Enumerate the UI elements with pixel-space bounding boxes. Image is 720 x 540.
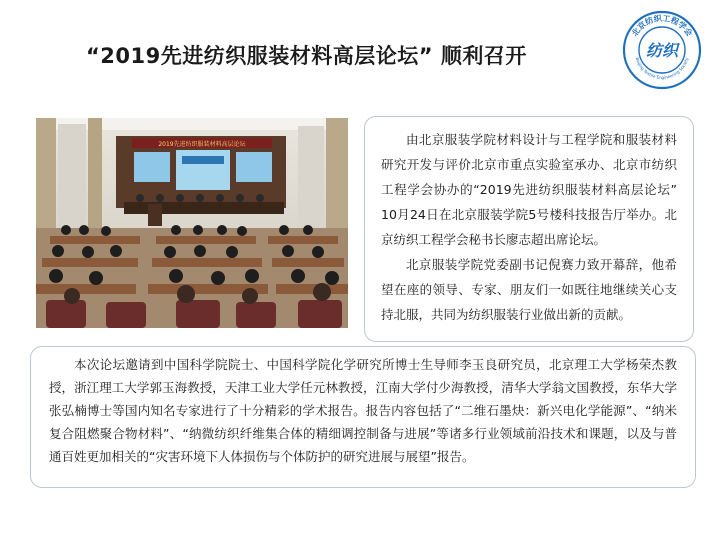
intro-textbox [364, 116, 694, 342]
svg-text:纺织: 纺织 [645, 41, 679, 60]
page-title: “2019先进纺织服装材料高层论坛” 顺利召开 [86, 44, 527, 68]
svg-text:北京纺织工程学会: 北京纺织工程学会 [630, 13, 694, 38]
stage-banner-text: 2019先进纺织服装材料高层论坛 [158, 141, 246, 148]
details-paragraph: 本次论坛邀请到中国科学院院士、中国科学院化学研究所博士生导师李玉良研究员，北京理工大学杨荣杰教授，浙江理工大学郭玉海教授，天津工业大学任元林教授，江南大学付少海教授，清华大学翁文国教授，东华大学张弘楠博士等国内知名专家进行了十分精彩的学术报告。报告内容包括了“二维石墨炔：新兴电化学能源”、“纳米复合阻燃聚合物材料”、“纳微纺织纤维集合体的精细调控制备与进展”等诸多行业领域前沿技术和课题，以及与普通百姓更加相关的“灾害环境下人体损伤与个体防护的研究进展与展望”报告。 [49, 357, 677, 464]
society-logo [622, 10, 702, 90]
society-seal-icon [622, 10, 702, 90]
intro-paragraph-2: 北京服装学院党委副书记倪赛力致开幕辞，他希望在座的领导、专家、朋友们一如既往地继续关心支持北服，共同为纺织服装行业做出新的贡献。 [381, 257, 677, 322]
conference-photo [36, 118, 348, 328]
details-textbox [30, 346, 696, 488]
intro-paragraph-1: 由北京服装学院材料设计与工程学院和服装材料研究开发与评价北京市重点实验室承办、北京市纺织工程学会协办的“2019先进纺织服装材料高层论坛” 10月24日在北京服装学院5号楼科技报告厅举办。北京纺织工程学会秘书长廖志超出席论坛。 [381, 132, 677, 247]
conference-hall-image [36, 118, 348, 328]
svg-text:Beijing Textile Engineering So: Beijing Textile Engineering Society [634, 56, 690, 81]
